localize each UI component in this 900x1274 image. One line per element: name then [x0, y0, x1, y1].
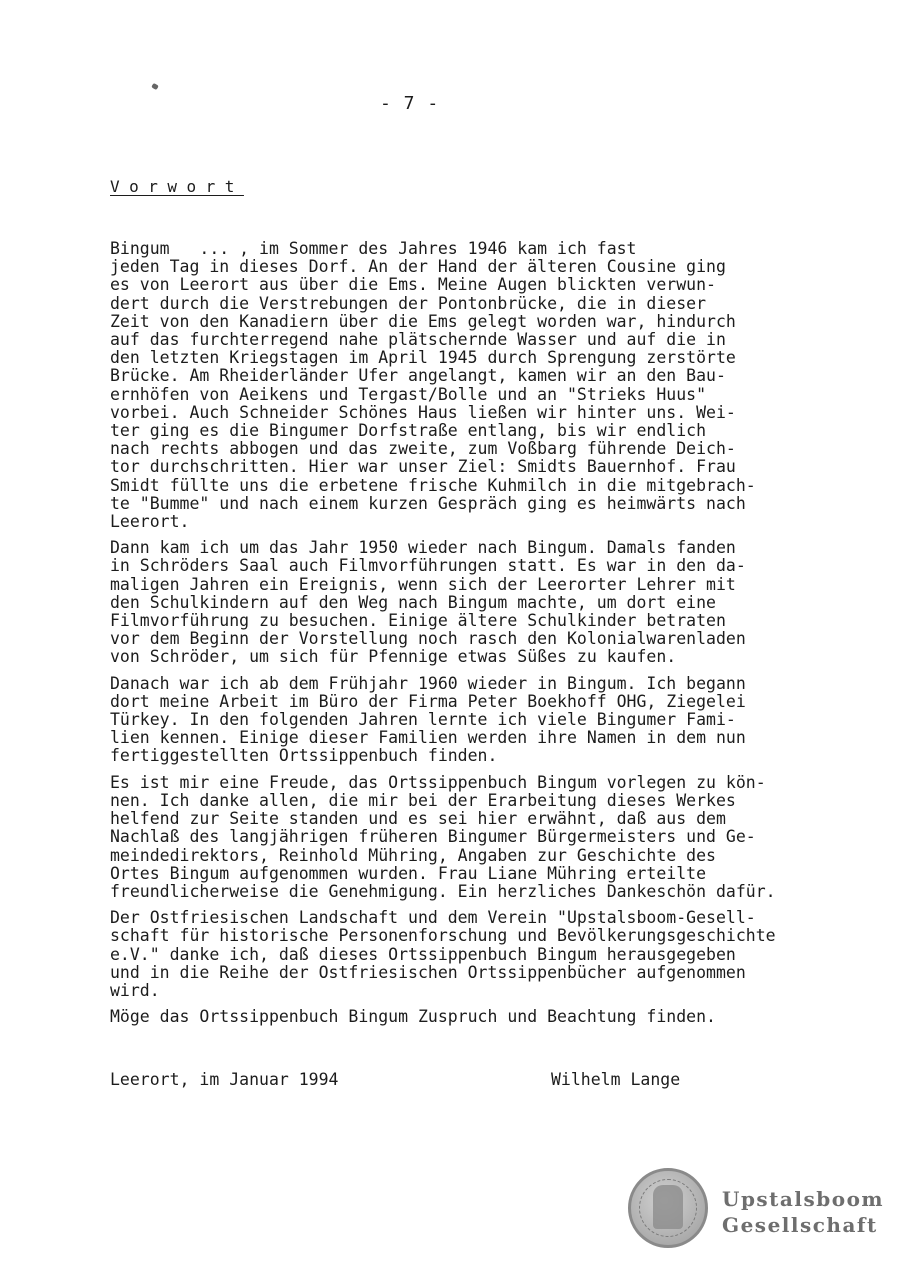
text-line: in Schröders Saal auch Filmvorführungen statt. Es war in den da-	[110, 556, 746, 576]
text-line: Smidt füllte uns die erbetene frische Kuhmilch in die mitgebrach-	[110, 475, 756, 495]
paragraph	[110, 1008, 840, 1026]
text-line: schaft für historische Personenforschung und Bevölkerungsgeschichte	[110, 926, 776, 946]
text-line: nach rechts abbogen und das zweite, zum Voßbarg führende Deich-	[110, 439, 736, 459]
text-line: und in die Reihe der Ostfriesischen Ortssippenbücher aufgenommen	[110, 962, 746, 982]
text-line: Brücke. Am Rheiderländer Ufer angelangt, kamen wir an den Bau-	[110, 366, 726, 386]
text-line: tor durchschritten. Hier war unser Ziel: Smidts Bauernhof. Frau	[110, 457, 736, 477]
text-line: Leerort.	[110, 512, 190, 532]
text-line: wird.	[110, 980, 160, 1000]
body-text	[110, 240, 840, 1034]
text-line: e.V." danke ich, daß dieses Ortssippenbuch Bingum herausgegeben	[110, 944, 736, 964]
text-line: helfend zur Seite standen und es sei hier erwähnt, daß aus dem	[110, 809, 726, 829]
paragraph	[110, 774, 840, 901]
place-date: Leerort, im Januar 1994	[110, 1070, 339, 1089]
text-line: Zeit von den Kanadiern über die Ems gelegt worden war, hindurch	[110, 311, 736, 331]
organization-name-line-2: Gesellschaft	[722, 1213, 878, 1237]
seal-figure	[653, 1185, 683, 1229]
text-line: auf das furchterregend nahe plätschernde Wasser und auf die in	[110, 330, 726, 350]
text-line: jeden Tag in dieses Dorf. An der Hand der älteren Cousine ging	[110, 257, 726, 277]
paragraph	[110, 240, 840, 531]
author-name: Wilhelm Lange	[551, 1070, 681, 1089]
text-line: lien kennen. Einige dieser Familien werden ihre Namen in dem nun	[110, 728, 746, 748]
text-line: Der Ostfriesischen Landschaft und dem Verein "Upstalsboom-Gesell-	[110, 908, 756, 928]
text-line: te "Bumme" und nach einem kurzen Gespräch ging es heimwärts nach	[110, 493, 746, 513]
text-line: vorbei. Auch Schneider Schönes Haus ließen wir hinter uns. Wei-	[110, 402, 736, 422]
text-line: den Schulkindern auf den Weg nach Bingum machte, um dort eine	[110, 592, 716, 612]
text-line: Möge das Ortssippenbuch Bingum Zuspruch und Beachtung finden.	[110, 1007, 716, 1027]
text-line: Filmvorführung zu besuchen. Einige ältere Schulkinder betraten	[110, 611, 726, 631]
text-line: Ortes Bingum aufgenommen wurden. Frau Liane Mühring erteilte	[110, 863, 707, 883]
text-line: maligen Jahren ein Ereignis, wenn sich der Leerorter Lehrer mit	[110, 574, 736, 594]
text-line: nen. Ich danke allen, die mir bei der Erarbeitung dieses Werkes	[110, 790, 736, 810]
organization-name-line-1: Upstalsboom	[722, 1187, 885, 1211]
organization-logo-text	[722, 1186, 884, 1238]
text-line: Es ist mir eine Freude, das Ortssippenbuch Bingum vorlegen zu kön-	[110, 772, 766, 792]
text-line: freundlicherweise die Genehmigung. Ein herzliches Dankeschön dafür.	[110, 881, 776, 901]
page-title: Vorwort	[110, 177, 244, 196]
text-line: ernhöfen von Aeikens und Tergast/Bolle und an "Strieks Huus"	[110, 384, 707, 404]
text-line: dort meine Arbeit im Büro der Firma Peter Boekhoff OHG, Ziegelei	[110, 691, 746, 711]
text-line: ter ging es die Bingumer Dorfstraße entlang, bis wir endlich	[110, 421, 707, 441]
text-line: Türkey. In den folgenden Jahren lernte ich viele Bingumer Fami-	[110, 710, 736, 730]
paragraph	[110, 675, 840, 766]
text-line: vor dem Beginn der Vorstellung noch rasch den Kolonialwarenladen	[110, 629, 746, 649]
text-line: den letzten Kriegstagen im April 1945 durch Sprengung zerstörte	[110, 348, 736, 368]
seal-icon	[628, 1168, 708, 1248]
page-number: - 7 -	[380, 93, 440, 114]
text-line: von Schröder, um sich für Pfennige etwas Süßes zu kaufen.	[110, 647, 677, 667]
text-line: Dann kam ich um das Jahr 1950 wieder nach Bingum. Damals fanden	[110, 538, 736, 558]
paragraph	[110, 539, 840, 666]
text-line: fertiggestellten Ortssippenbuch finden.	[110, 746, 498, 766]
text-line: dert durch die Verstrebungen der Pontonbrücke, die in dieser	[110, 293, 707, 313]
text-line: Danach war ich ab dem Frühjahr 1960 wieder in Bingum. Ich begann	[110, 673, 746, 693]
text-line: Nachlaß des langjährigen früheren Bingumer Bürgermeisters und Ge-	[110, 827, 756, 847]
paragraph	[110, 909, 840, 1000]
scan-speck	[151, 83, 159, 90]
text-line: Bingum ... , im Sommer des Jahres 1946 kam ich fast	[110, 239, 637, 258]
text-line: meindedirektors, Reinhold Mühring, Angaben zur Geschichte des	[110, 845, 716, 865]
text-line: es von Leerort aus über die Ems. Meine Augen blickten verwun-	[110, 275, 716, 295]
